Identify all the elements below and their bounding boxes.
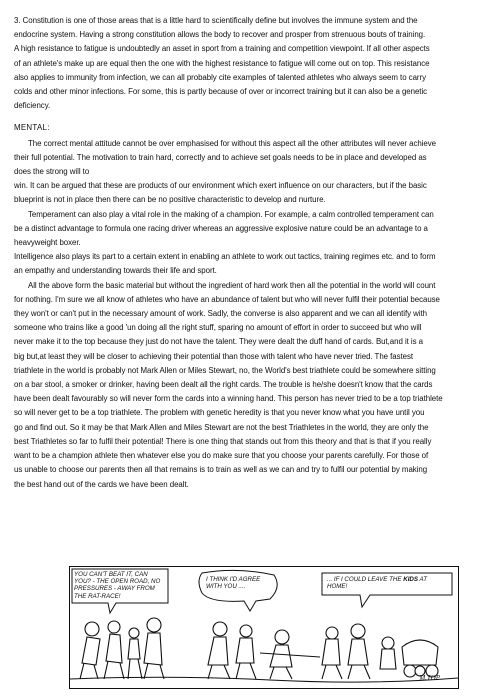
section-heading-mental: MENTAL: <box>14 123 50 133</box>
mental-paragraph-2: Temperament can also play a vital role in the making of a champion. For example, a calm controlled temperament can be a distinct advantage to formula one racing driver whereas an aggressive explosive nature could be an advantage to a heavyweight boxer. <box>14 209 434 248</box>
speech-bubble-3: ... IF I COULD LEAVE THE KIDS AT HOME! <box>327 576 427 591</box>
article-text <box>14 14 486 492</box>
mental-paragraph-4: All the above form the basic material but without the ingredient of hard work then all the potential in the world will count for nothing. I'm sure we all know of athletes who have an abundance of talent but who will never fulfil their potential because they won't or can't put in the necessary amount of work. Sadly, the converse is also apparent and we can all identify with someone who trains like a good 'un doing all the right stuff, sparing no amount of effort in order to succeed but who will never make it to the top because they just do not have the talent. They were dealt the duff hand of cards. But,and it is a big but,at least they will be closer to achieving their potential than those with talent who have never tried. The fastest triathlete in the world is probably not Mark Allen or Miles Stewart, no, the World's best triathlete could be somewhere sitting on a bar stool, a smoker or drinker, having been dealt all the right cards. The trouble is he/she doesn't know that the cards have been dealt favourably so will never form the cards into a winning hand. This person has never tried to be a top triathlete so will never get to be a top triathlete. The problem with genetic heredity is that you never know what you have until you go and find out. So it may be that Mark Allen and Miles Stewart are not the best Triathletes in the world, they are only the best Triathletes so far to fulfil their potential! There is one thing that stands out from this theory and that is that if you really want to be a champion athlete then whatever else you do make sure that you choose your parents carefully. For those of us unable to choose our parents then all that remains is to train as well as we can and try to fulfil our potential by making the best hand out of the cards we have been dealt. <box>14 280 443 489</box>
mental-paragraph-3: Intelligence also plays its part to a certain extent in enabling an athlete to work out tactics, training regimes etc. and to form an empathy and understanding towards their life and sport. <box>14 252 436 276</box>
cartoon-strip <box>69 566 459 689</box>
mental-paragraph-1: The correct mental attitude cannot be over emphasised for without this aspect all the other attributes will never achieve their full potential. The motivation to train hard, correctly and to achieve set goals needs to be in place and developed as does the strong will to win. It can be argued that these are products of our environment which exert influence on our characters, but if the basic blueprint is not in place then there can be no positive characteristic to develop and nurture. <box>14 138 436 205</box>
speech-emphasis: KIDS <box>403 576 419 583</box>
artist-signature: M.TOP <box>419 674 440 682</box>
speech-bubble-1: YOU CAN'T BEAT IT, CAN YOU? - THE OPEN ROAD, NO PRESSURES - AWAY FROM THE RAT-RACE! <box>74 571 161 600</box>
speech-bubble-2: I THINK I'D AGREE WITH YOU .... <box>206 576 261 591</box>
point-3-paragraph: 3. Constitution is one of those areas that is a little hard to scientifically define but involves the immune system and the endocrine system. Having a strong constitution allows the body to recover and prosper from strenuous bouts of training. A high resistance to fatigue is undoubtedly an asset in sport from a training and competition viewpoint. If all other aspects of an athlete's make up are equal then the one with the highest resistance to fatigue will come out on top. This resistance also applies to immunity from infection, we can all probably cite examples of talented athletes who always seem to carry colds and other minor infections. For some, this is partly because of over or incorrect training but it can also be a genetic deficiency. <box>14 16 430 111</box>
